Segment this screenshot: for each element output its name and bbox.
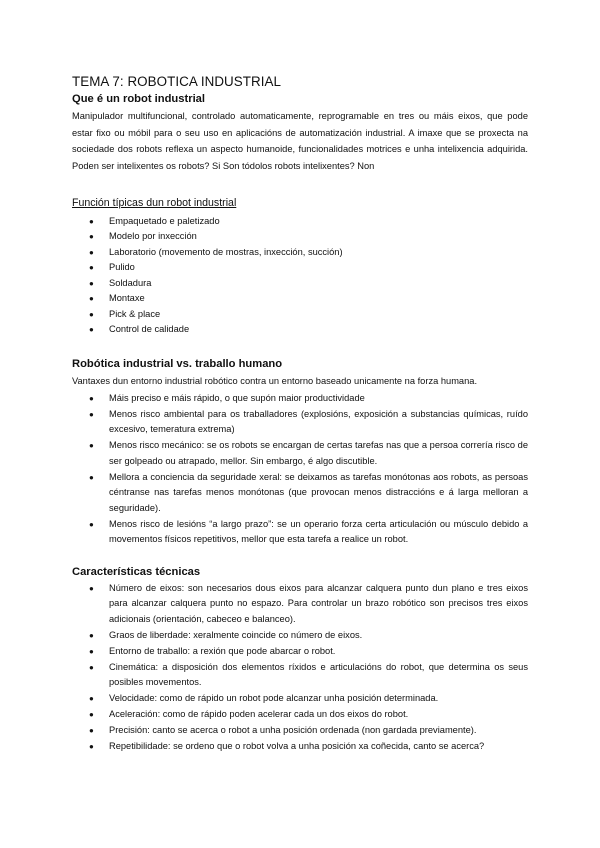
functions-heading: Función típicas dun robot industrial — [72, 196, 237, 209]
list-item: ● Control de calidade — [72, 322, 528, 338]
bullet-icon: ● — [89, 630, 94, 640]
list-item: ● Precisión: canto se acerca o robot a unha posición ordenada (non gardada previamente). — [72, 723, 528, 739]
bullet-icon: ● — [89, 232, 94, 242]
section-heading-robotics-vs-human: Robótica industrial vs. traballo humano — [72, 357, 283, 370]
bullet-icon: ● — [89, 278, 94, 288]
list-item: ● Número de eixos: son necesarios dous eixos para alcanzar calquera punto dun plano e tres eixos para alcanzar calquera punto no espazo. Para controlar un brazo robótico son precisos tres eixos adicionais (orientación, cabeceo e balanceo). — [89, 582, 528, 624]
page-title: TEMA 7: ROBOTICA INDUSTRIAL — [72, 74, 281, 89]
bullet-icon: ● — [89, 726, 94, 736]
list-item: ● Pulido — [72, 260, 528, 276]
bullet-icon: ● — [89, 694, 94, 704]
list-item: ● Montaxe — [72, 291, 528, 307]
bullet-icon: ● — [89, 710, 94, 720]
bullet-icon: ● — [89, 247, 94, 257]
list-item: ● Aceleración: como de rápido poden acelerar cada un dos eixos do robot. — [72, 707, 528, 723]
functions-list — [72, 214, 528, 338]
list-item: ● Menos risco mecánico: se os robots se encargan de certas tarefas nas que a persoa correría risco de ser golpeado ou atrapado, mellor. Sin embargo, é algo discutible. — [89, 440, 528, 466]
list-item: ● Mellora a conciencia da seguridade xeral: se deixamos as tarefas monótonas aos robots, as persoas céntranse nas tarefas menos monótonas (que provocan menos distraccións e á larga melloran a seguridade). — [89, 471, 528, 513]
section-robotics-vs-human — [72, 358, 528, 548]
section-heading-what-is-robot: Que é un robot industrial — [72, 93, 206, 105]
bullet-icon: ● — [89, 662, 94, 672]
list-item: ● Pick & place — [72, 307, 528, 323]
list-item: ● Modelo por inxección — [72, 229, 528, 245]
bullet-icon: ● — [89, 216, 94, 226]
list-item: ● Menos risco de lesións “a largo prazo”: se un operario forza certa articulación ou músculo debido a movementos físicos repetitivos, mellor que esta tarefa a realice un robot. — [89, 518, 528, 545]
bullet-icon: ● — [89, 472, 94, 482]
section-technical-characteristics — [72, 566, 528, 755]
bullet-icon: ● — [89, 646, 94, 656]
bullet-icon: ● — [89, 519, 94, 529]
bullet-icon: ● — [89, 393, 94, 403]
bullet-icon: ● — [89, 583, 94, 593]
bullet-icon: ● — [89, 441, 94, 451]
list-item: ● Repetibilidade: se ordeno que o robot volva a unha posición xa coñecida, canto se acerca? — [72, 739, 528, 755]
technical-list — [72, 581, 528, 755]
bullet-icon: ● — [89, 742, 94, 752]
bullet-icon: ● — [89, 325, 94, 335]
list-item: ● Graos de liberdade: xeralmente coincide co número de eixos. — [72, 628, 528, 644]
advantages-list — [72, 391, 528, 548]
section-heading-technical: Características técnicas — [72, 565, 201, 578]
list-item: ● Velocidade: como de rápido un robot pode alcanzar unha posición determinada. — [72, 691, 528, 707]
bullet-icon: ● — [89, 409, 94, 419]
list-item: ● Máis preciso e máis rápido, o que supón maior productividade — [72, 391, 528, 407]
list-item: ● Menos risco ambiental para os traballadores (explosións, exposición a substancias químicas, ruído excesivo, temeratura extrema) — [89, 408, 528, 435]
bullet-icon: ● — [89, 309, 94, 319]
definition-paragraph: Manipulador multifuncional, controlado automaticamente, reprogramable en tres ou máis eixos, que pode estar fixo ou móbil para o seu uso en aplicacións de automatización industrial. A imaxe que se proxecta na sociedade dos robots reflexa un aspecto humanoide, funcionalidades motrices e unha intelixencia adquirida. Poden ser intelixentes os robots? Si Son tódolos robots intelixentes? Non — [72, 111, 528, 172]
list-item: ● Empaquetado e paletizado — [72, 214, 528, 230]
document-page — [72, 74, 528, 755]
list-item: ● Cinemática: a disposición dos elementos ríxidos e articulacións do robot, que determina os seus posibles movementos. — [89, 661, 528, 688]
bullet-icon: ● — [89, 263, 94, 273]
list-item: ● Entorno de traballo: a rexión que pode abarcar o robot. — [72, 644, 528, 660]
advantages-intro: Vantaxes dun entorno industrial robótico contra un entorno baseado unicamente na forza humana. — [72, 375, 478, 386]
list-item: ● Soldadura — [72, 276, 528, 292]
bullet-icon: ● — [89, 294, 94, 304]
list-item: ● Laboratorio (movemento de mostras, inxección, succión) — [72, 245, 528, 261]
